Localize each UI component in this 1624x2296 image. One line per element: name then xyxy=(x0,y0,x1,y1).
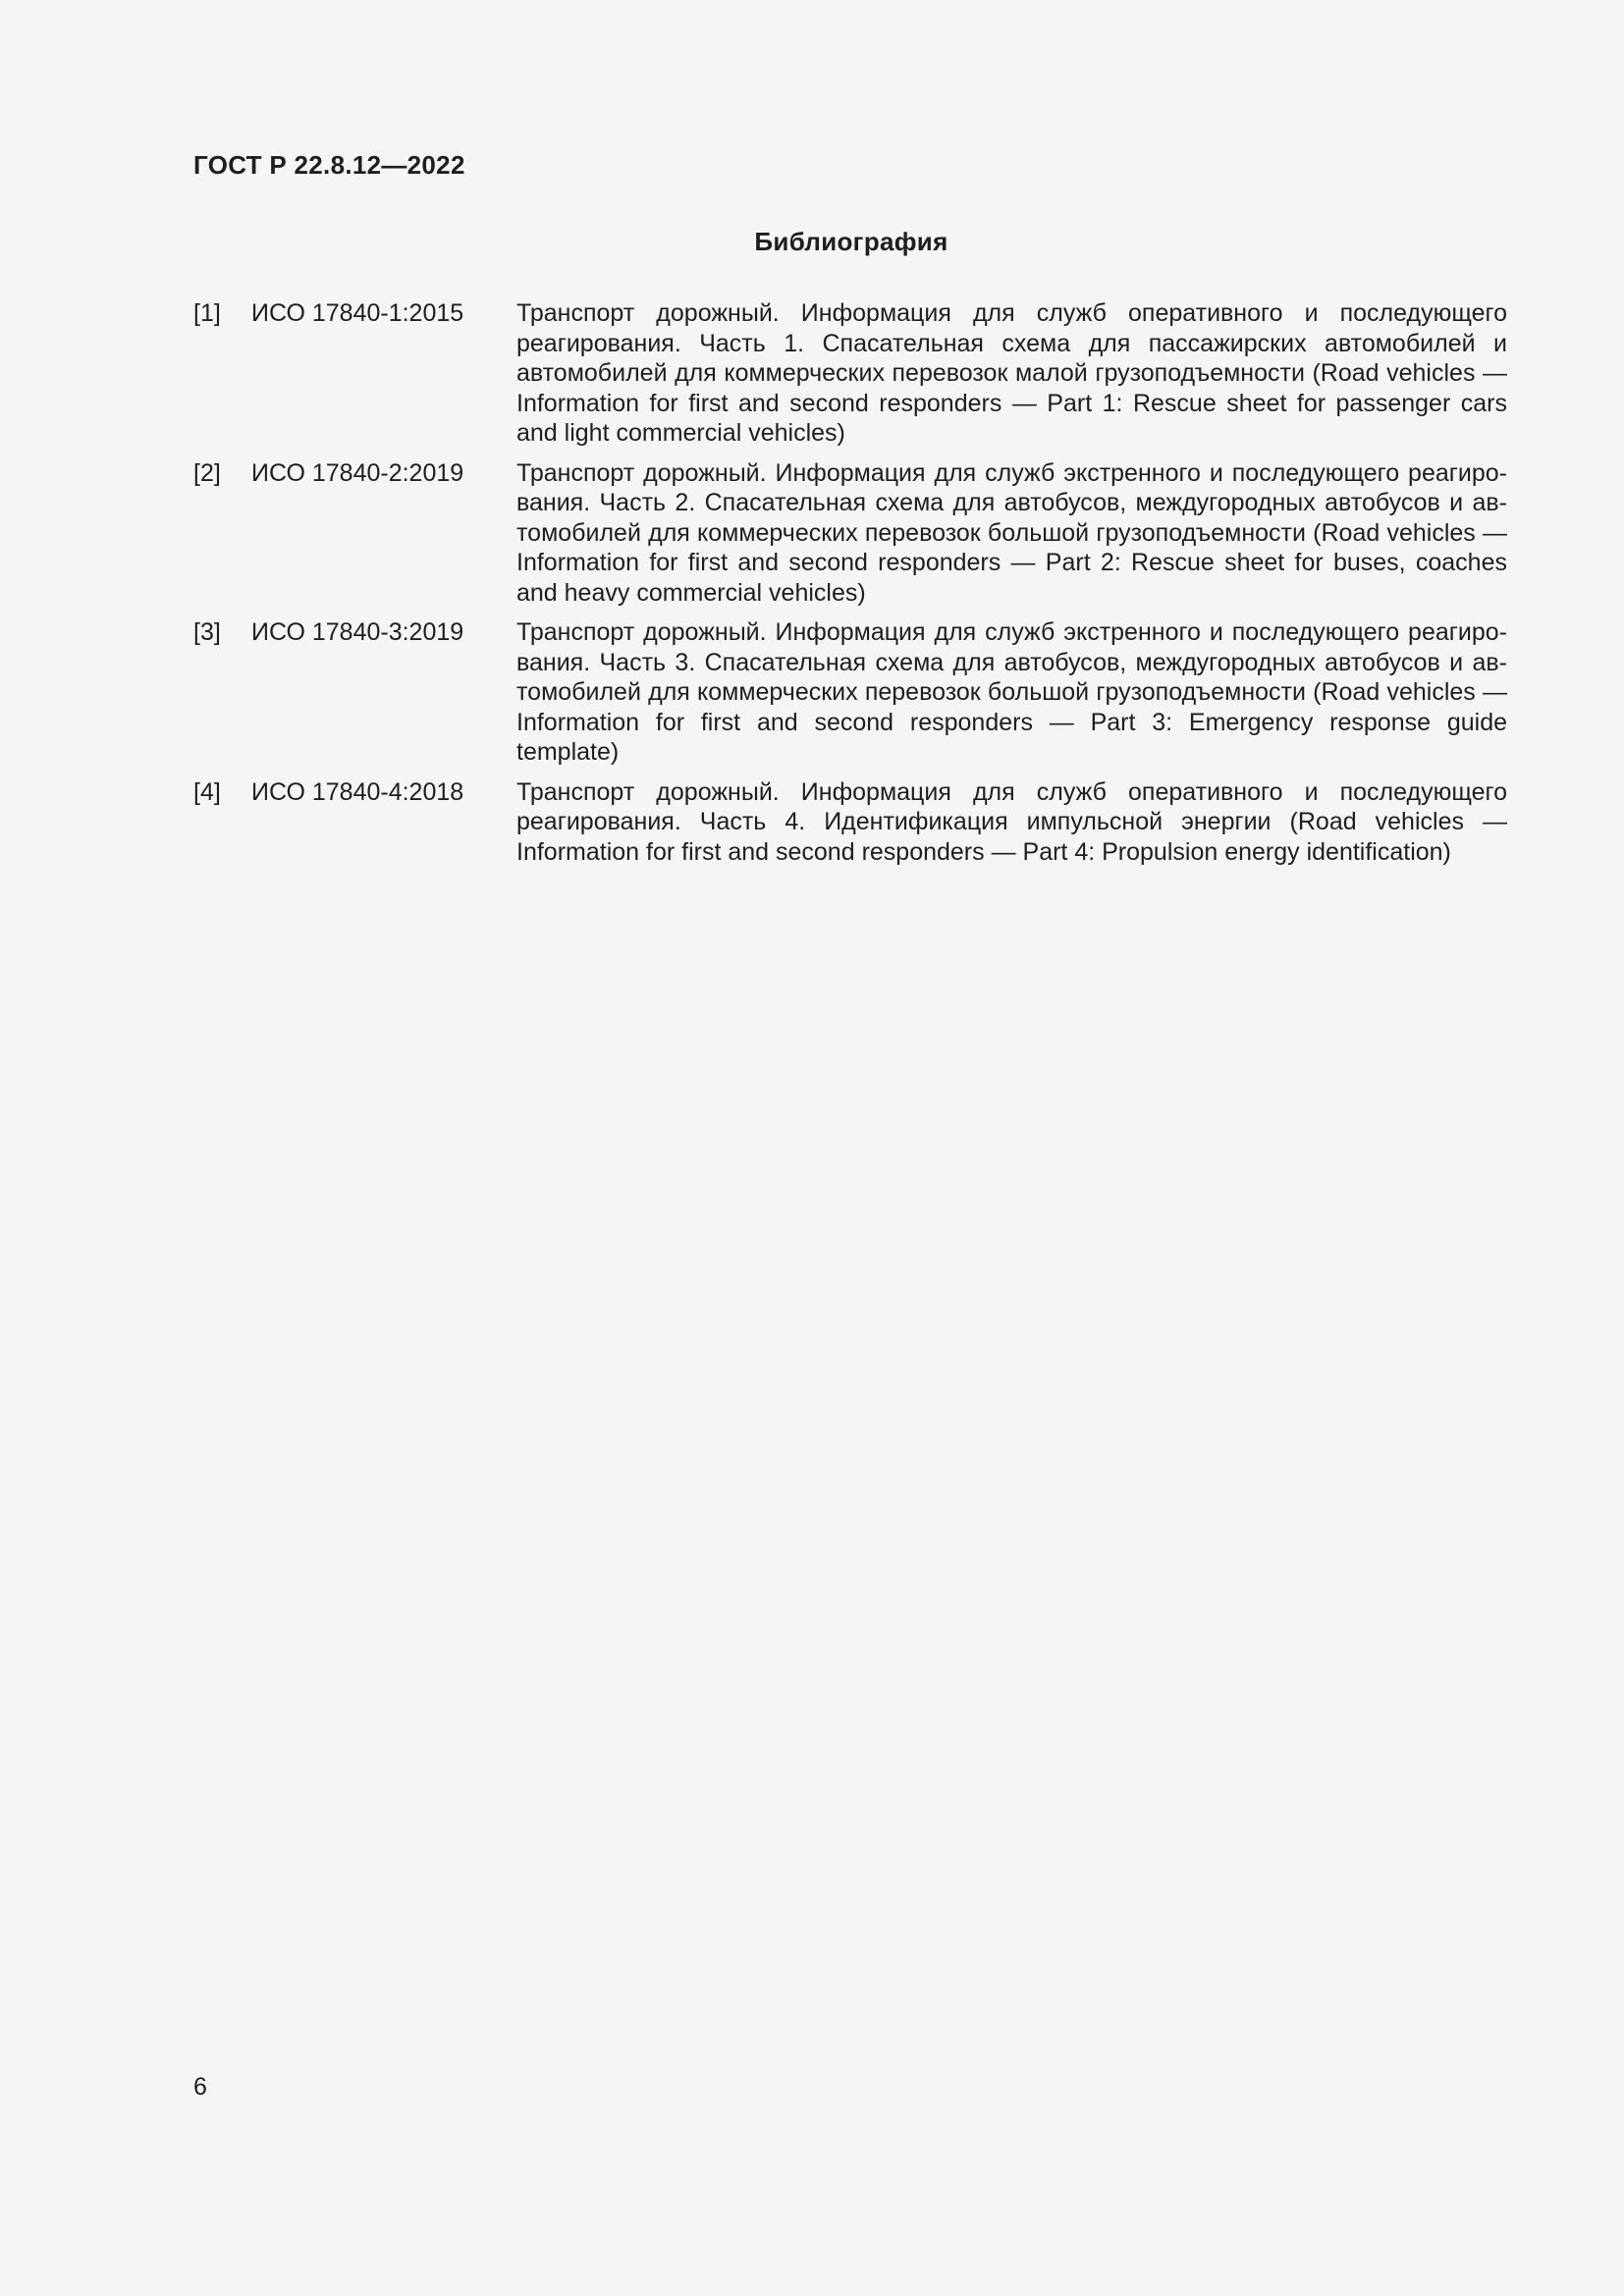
entry-number: [1] xyxy=(193,299,221,327)
page-number: 6 xyxy=(193,2073,207,2101)
entry-number: [2] xyxy=(193,458,221,487)
entry-standard-code: ИСО 17840-3:2019 xyxy=(251,618,464,646)
bibliography-entry-3 xyxy=(193,617,1507,768)
entry-description: Транспорт дорожный. Информация для служб экстренного и последующего реагирования. Часть 3. Спасательная схема для автобусов, междугородных автобусов и автомобилей для коммерческих перевозок большой грузоподъемности (Road vehicles — Information for first and second responders — Part 3: Emergency response guide template) xyxy=(516,618,1507,766)
entry-description: Транспорт дорожный. Информация для служб оперативного и последующего реагирования. Часть 1. Спасательная схема для пассажирских автомобилей и автомобилей для коммерческих перевозок малой грузоподъемности (Road vehicles — Information for first and second responders — Part 1: Rescue sheet for passenger cars and light commercial vehicles) xyxy=(516,299,1507,447)
entry-standard-code: ИСО 17840-4:2018 xyxy=(251,777,464,806)
entry-number: [4] xyxy=(193,777,221,806)
entry-description: Транспорт дорожный. Информация для служб оперативного и последующего реагирования. Часть 4. Идентификация импульсной энергии (Road vehicles — Information for first and second responders — Part 4: Propulsion energy identification) xyxy=(516,777,1507,866)
entry-number: [3] xyxy=(193,618,221,646)
entry-standard-code: ИСО 17840-1:2015 xyxy=(251,299,464,327)
section-title: Библиография xyxy=(754,227,948,256)
bibliography-entry-2 xyxy=(193,458,1507,609)
bibliography-entry-1 xyxy=(193,298,1507,449)
bibliography-list xyxy=(193,298,1507,877)
bibliography-entry-4 xyxy=(193,777,1507,868)
entry-standard-code: ИСО 17840-2:2019 xyxy=(251,458,464,487)
standard-code-header: ГОСТ Р 22.8.12—2022 xyxy=(193,150,465,180)
entry-description: Транспорт дорожный. Информация для служб экстренного и последующего реагирования. Часть 2. Спасательная схема для автобусов, междугородных автобусов и автомобилей для коммерческих перевозок большой грузоподъемности (Road vehicles — Information for first and second responders — Part 2: Rescue sheet for buses, coaches and heavy commercial vehicles) xyxy=(516,458,1507,607)
